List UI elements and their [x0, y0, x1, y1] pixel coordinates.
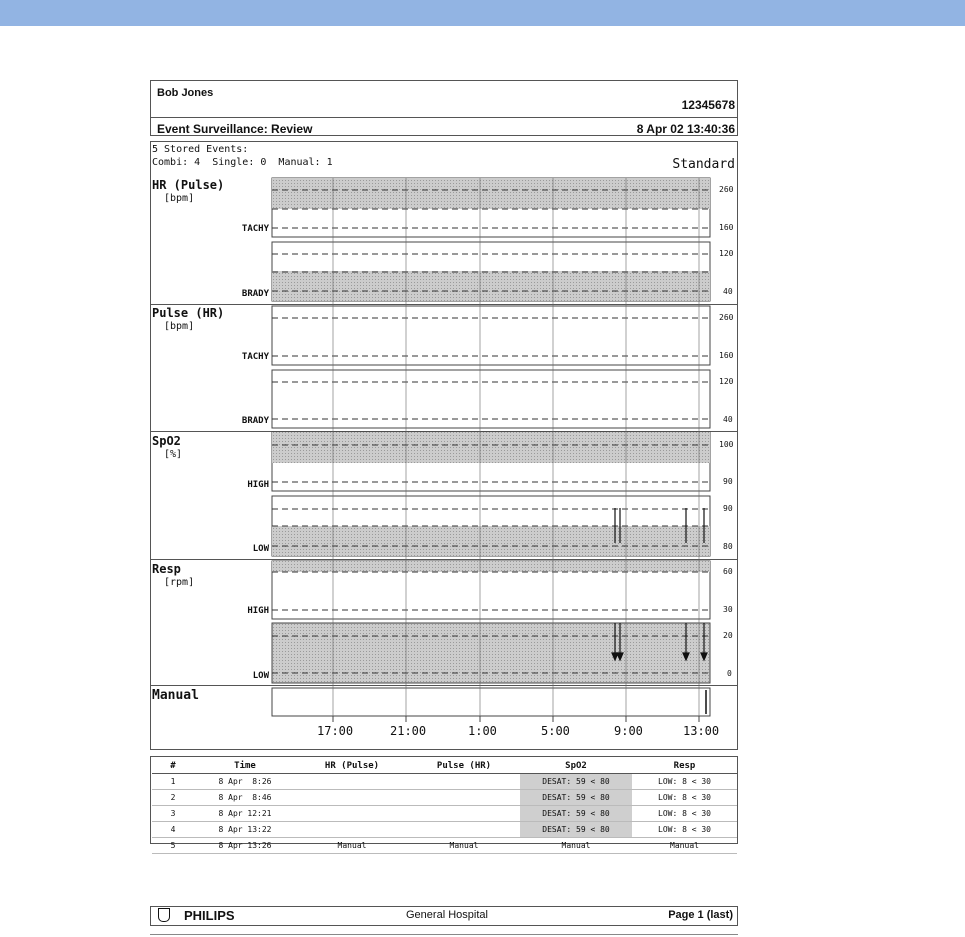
- col-pulse-hr: Pulse (HR): [408, 758, 520, 774]
- event-hr: Manual: [296, 838, 408, 854]
- pulse-title: Pulse (HR): [152, 306, 225, 320]
- event-spo2: DESAT: 59 < 80: [520, 806, 632, 822]
- page-number: Page 1 (last): [668, 909, 733, 921]
- table-header-row: [152, 758, 737, 774]
- spo2-scale-low-top: 90: [723, 504, 733, 513]
- hr-tachy-shade: [272, 178, 710, 209]
- hr-brady-shade: [272, 271, 710, 301]
- spo2-upper-label: HIGH: [247, 480, 269, 490]
- event-resp: Manual: [632, 838, 737, 854]
- event-number: 2: [152, 790, 194, 806]
- event-hr: [296, 774, 408, 790]
- resp-scale-low-top: 20: [723, 631, 733, 640]
- event-pulse: [408, 806, 520, 822]
- col-spo2: SpO2: [520, 758, 632, 774]
- manual-panel: [272, 688, 710, 716]
- event-resp: LOW: 8 < 30: [632, 774, 737, 790]
- report-datetime: 8 Apr 02 13:40:36: [636, 122, 735, 136]
- spo2-high-shade: [272, 432, 710, 463]
- event-pulse: Manual: [408, 838, 520, 854]
- hr-scale-mid: 160: [719, 223, 734, 232]
- event-hr: [296, 790, 408, 806]
- footer-rule: [150, 934, 738, 935]
- spo2-lower-label: LOW: [252, 544, 269, 554]
- event-pulse: [408, 822, 520, 838]
- review-mode: Standard: [672, 157, 735, 172]
- patient-id: 12345678: [681, 98, 735, 112]
- resp-lower-label: LOW: [252, 671, 269, 681]
- event-number: 1: [152, 774, 194, 790]
- event-spo2: Manual: [520, 838, 632, 854]
- philips-logo: [158, 908, 235, 923]
- hr-scale-top: 260: [719, 185, 734, 194]
- event-resp: LOW: 8 < 30: [632, 822, 737, 838]
- spo2-low-shade: [272, 526, 710, 556]
- manual-title: Manual: [152, 688, 199, 703]
- event-spo2: DESAT: 59 < 80: [520, 774, 632, 790]
- time-tick-label: 17:00: [317, 724, 354, 738]
- spo2-unit: [%]: [164, 449, 183, 460]
- event-time: 8 Apr 8:46: [194, 790, 296, 806]
- event-time: 8 Apr 13:26: [194, 838, 296, 854]
- stored-events-count: 5 Stored Events:: [152, 144, 249, 155]
- pulse-upper-label: TACHY: [241, 352, 269, 362]
- pulse-scale-low-top: 120: [719, 377, 734, 386]
- time-tick-label: 21:00: [390, 724, 427, 738]
- hr-lower-label: BRADY: [241, 289, 269, 299]
- pulse-lower-label: BRADY: [241, 416, 269, 426]
- time-tick-label: 9:00: [614, 724, 643, 738]
- resp-lower-panel: [272, 623, 710, 683]
- patient-name: Bob Jones: [157, 87, 214, 99]
- col-hr-pulse: HR (Pulse): [296, 758, 408, 774]
- events-table: [152, 758, 737, 854]
- hr-upper-label: TACHY: [241, 224, 269, 234]
- resp-high-shade: [272, 561, 710, 572]
- pulse-scale-mid: 160: [719, 351, 734, 360]
- event-time: 8 Apr 12:21: [194, 806, 296, 822]
- resp-scale-top: 60: [723, 567, 733, 576]
- hr-unit: [bpm]: [164, 193, 195, 204]
- event-spo2: DESAT: 59 < 80: [520, 822, 632, 838]
- time-ticks: [333, 716, 699, 722]
- col-resp: Resp: [632, 758, 737, 774]
- time-tick-label: 1:00: [468, 724, 497, 738]
- spo2-scale-mid: 90: [723, 477, 733, 486]
- event-resp: LOW: 8 < 30: [632, 806, 737, 822]
- resp-scale-mid: 30: [723, 605, 733, 614]
- event-pulse: [408, 774, 520, 790]
- pulse-scale-low-bottom: 40: [723, 415, 733, 424]
- col-number: #: [152, 758, 194, 774]
- table-row: [152, 822, 737, 838]
- event-number: 5: [152, 838, 194, 854]
- event-pulse: [408, 790, 520, 806]
- table-row: [152, 838, 737, 854]
- table-row: [152, 806, 737, 822]
- shield-icon: [158, 908, 170, 922]
- event-hr: [296, 806, 408, 822]
- resp-title: Resp: [152, 562, 181, 576]
- spo2-scale-low-bottom: 80: [723, 542, 733, 551]
- hr-title: HR (Pulse): [152, 178, 225, 192]
- hr-scale-low-top: 120: [719, 249, 734, 258]
- event-hr: [296, 822, 408, 838]
- table-row: [152, 790, 737, 806]
- resp-scale-low-bottom: 0: [727, 669, 732, 678]
- logo-text: PHILIPS: [184, 908, 235, 923]
- hospital-name: General Hospital: [406, 909, 488, 921]
- time-tick-label: 5:00: [541, 724, 570, 738]
- event-resp: LOW: 8 < 30: [632, 790, 737, 806]
- event-type-counts: Combi: 4 Single: 0 Manual: 1: [152, 157, 333, 168]
- event-time: 8 Apr 13:22: [194, 822, 296, 838]
- spo2-title: SpO2: [152, 434, 181, 448]
- event-time: 8 Apr 8:26: [194, 774, 296, 790]
- resp-upper-label: HIGH: [247, 606, 269, 616]
- event-spo2: DESAT: 59 < 80: [520, 790, 632, 806]
- table-row: [152, 774, 737, 790]
- event-number: 3: [152, 806, 194, 822]
- resp-unit: [rpm]: [164, 577, 195, 588]
- event-number: 4: [152, 822, 194, 838]
- report-title: Event Surveillance: Review: [157, 122, 313, 136]
- time-tick-label: 13:00: [683, 724, 720, 738]
- hr-scale-low-bottom: 40: [723, 287, 733, 296]
- pulse-scale-top: 260: [719, 313, 734, 322]
- pulse-unit: [bpm]: [164, 321, 195, 332]
- col-time: Time: [194, 758, 296, 774]
- spo2-scale-top: 100: [719, 440, 734, 449]
